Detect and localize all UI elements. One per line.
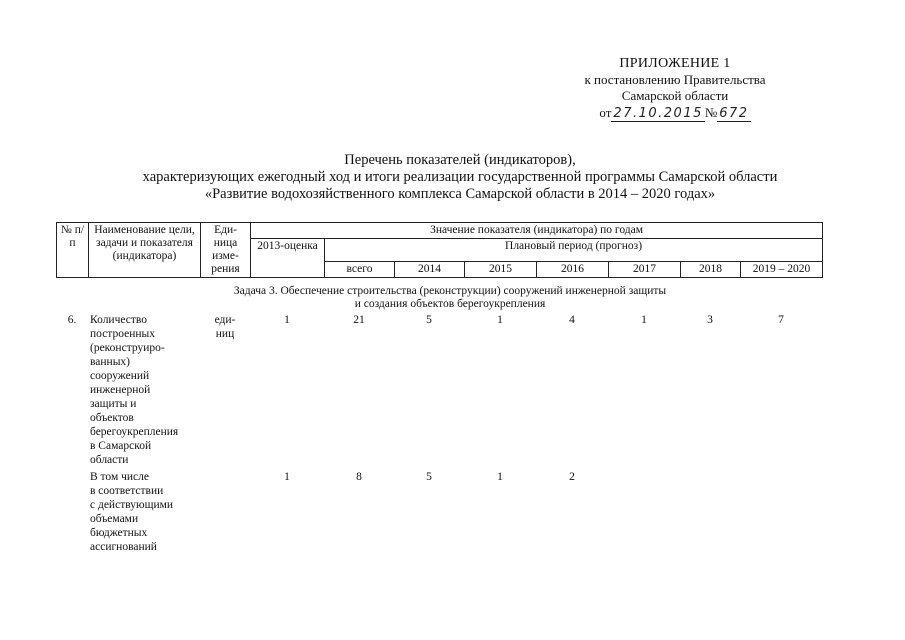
appendix-title: ПРИЛОЖЕНИЕ 1 xyxy=(619,56,731,71)
header-estimate: 2013-оценка xyxy=(251,239,325,278)
table-row xyxy=(56,470,822,554)
row-unit xyxy=(202,313,248,341)
row-value: 5 xyxy=(426,314,432,326)
indicator-table-header xyxy=(56,222,823,278)
row-name xyxy=(90,470,200,554)
appendix-line-1: к постановлению Правительства xyxy=(584,72,766,87)
header-year: 2016 xyxy=(537,262,609,278)
row-value: 1 xyxy=(497,471,503,483)
handwritten-number: 672 xyxy=(719,106,749,121)
header-name: Наименование цели, задачи и показателя (индикатора) xyxy=(89,223,201,278)
date-prefix: от xyxy=(599,105,612,120)
header-year: 2018 xyxy=(681,262,741,278)
header-year: 2019 – 2020 xyxy=(741,262,823,278)
row-value: 8 xyxy=(356,471,362,483)
header-year: 2017 xyxy=(609,262,681,278)
row-name-line: объектов xyxy=(90,412,134,424)
row-name-line: с действующими xyxy=(90,499,174,511)
row-number: 6. xyxy=(67,314,77,326)
row-name-line: построенных xyxy=(90,328,155,340)
row-unit-line: ниц xyxy=(215,328,235,340)
header-planned: Плановый период (прогноз) xyxy=(325,239,823,262)
row-name-line: В том числе xyxy=(90,471,149,483)
row-name-line: в Самарской xyxy=(90,440,152,452)
number-prefix: № xyxy=(704,105,718,120)
header-values: Значение показателя (индикатора) по годам xyxy=(251,223,823,239)
row-value: 2 xyxy=(569,471,575,483)
row-value: 3 xyxy=(707,314,713,326)
handwritten-date: 27.10.2015 xyxy=(613,106,703,121)
row-value: 4 xyxy=(569,314,575,326)
row-name-line: в соответствии xyxy=(90,485,164,497)
row-name-line: (реконструиро- xyxy=(90,342,165,354)
heading-line-3: «Развитие водохозяйственного комплекса Самарской области в 2014 – 2020 годах» xyxy=(204,186,716,202)
row-name-line: берегоукрепления xyxy=(90,426,179,438)
row-value: 5 xyxy=(426,471,432,483)
row-name-line: инженерной xyxy=(90,384,151,396)
heading-line-2: характеризующих ежегодный ход и итоги реализации государственной программы Самарской области xyxy=(142,169,778,185)
header-year: всего xyxy=(325,262,395,278)
task-line-2: и создания объектов берегоукрепления xyxy=(354,298,546,310)
row-value: 1 xyxy=(284,314,290,326)
row-value: 1 xyxy=(641,314,647,326)
row-unit-line: еди- xyxy=(214,314,236,326)
header-number: № п/п xyxy=(57,223,89,278)
row-name xyxy=(90,313,200,467)
row-name-line: ванных) xyxy=(90,356,130,368)
appendix-date-line xyxy=(599,105,750,122)
document-heading xyxy=(80,152,840,203)
row-value: 7 xyxy=(778,314,784,326)
appendix-block xyxy=(545,56,805,122)
header-unit: Еди-ница изме-рения xyxy=(201,223,251,278)
row-name-line: области xyxy=(90,454,129,466)
heading-line-1: Перечень показателей (индикаторов), xyxy=(344,152,576,168)
header-year: 2014 xyxy=(395,262,465,278)
task-line-1: Задача 3. Обеспечение строительства (реконструкции) сооружений инженерной защиты xyxy=(233,285,667,297)
row-value: 1 xyxy=(497,314,503,326)
row-name-line: сооружений xyxy=(90,370,150,382)
row-name-line: Количество xyxy=(90,314,147,326)
row-name-line: бюджетных xyxy=(90,527,148,539)
header-year: 2015 xyxy=(465,262,537,278)
row-value: 1 xyxy=(284,471,290,483)
row-value: 21 xyxy=(353,314,365,326)
row-name-line: объемами xyxy=(90,513,139,525)
row-name-line: защиты и xyxy=(90,398,137,410)
table-row xyxy=(56,313,822,467)
appendix-line-2: Самарской области xyxy=(621,88,729,103)
row-name-line: ассигнований xyxy=(90,541,157,553)
task-heading xyxy=(170,285,730,311)
